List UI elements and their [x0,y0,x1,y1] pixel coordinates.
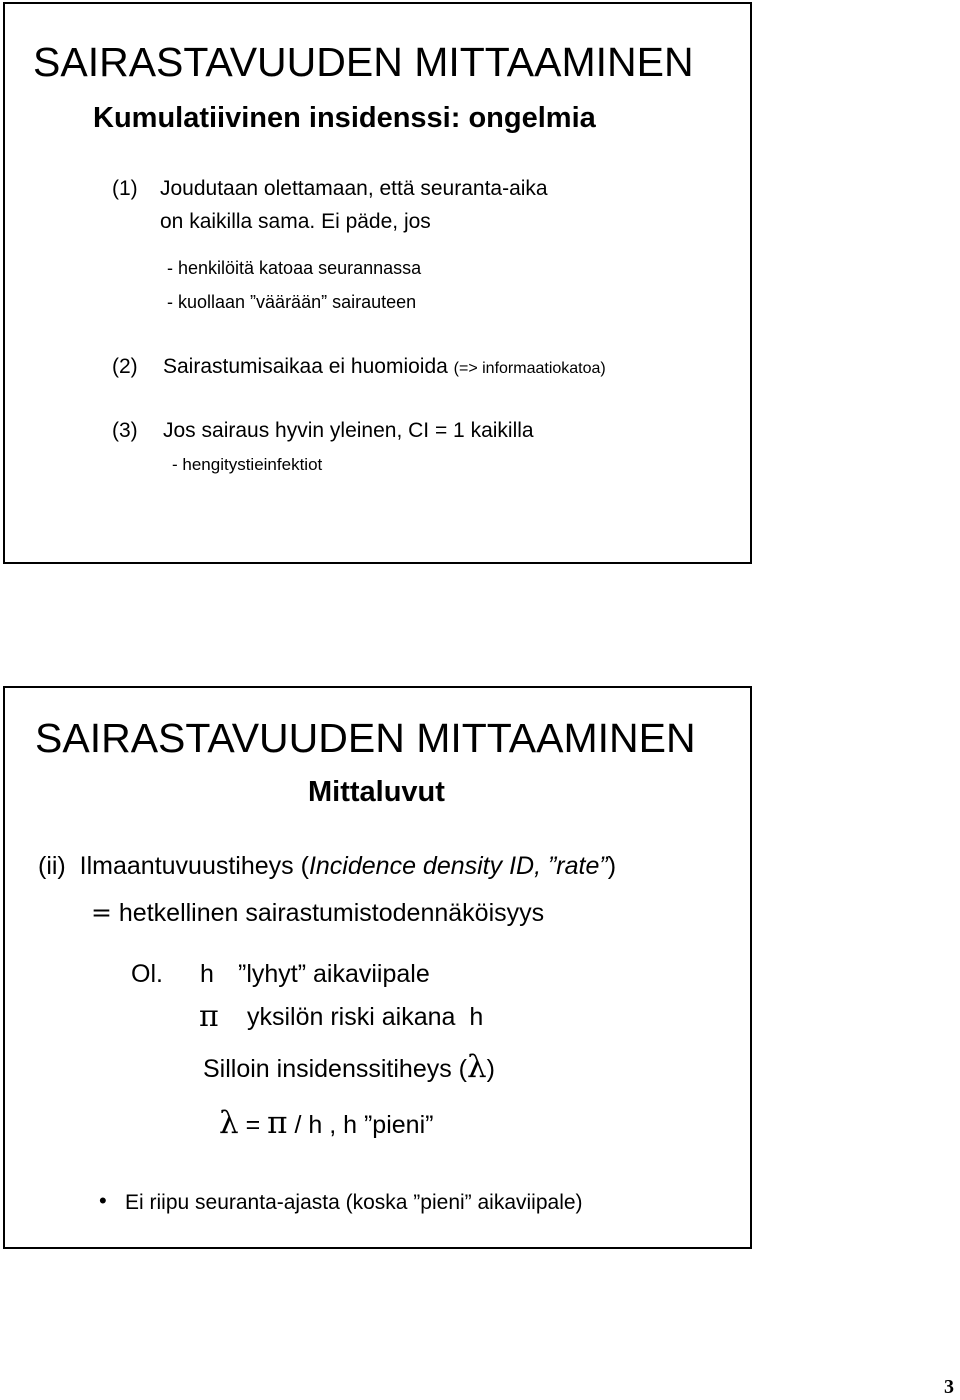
assumption-h-desc: ”lyhyt” aikaviipale [238,960,430,988]
formula-pi: π [267,1105,288,1141]
lambda-symbol: λ [467,1049,487,1085]
item-2-note: (=> informaatiokatoa) [453,360,606,377]
item-2-main: Sairastumisaikaa ei huomioida [163,355,448,378]
formula-equals: = [245,1111,261,1139]
formula-rest: / h , h ”pieni” [294,1111,434,1139]
slide-2-title: SAIRASTAVUUDEN MITTAAMINEN [35,715,696,761]
slide-1 [3,2,752,564]
bullet-mark: • [99,1188,107,1213]
assumption-label: Ol. [131,960,163,988]
item-1-sub-1: - henkilöitä katoaa seurannassa [167,258,422,278]
definition-line [91,900,544,926]
slide-2 [3,686,752,1249]
slide-1-subtitle: Kumulatiivinen insidenssi: ongelmia [93,102,596,134]
roman-ii-label: (ii) [38,852,66,880]
slide-1-title: SAIRASTAVUUDEN MITTAAMINEN [33,39,694,85]
item-2-number: (2) [112,355,138,378]
equals-symbol: = [91,898,112,927]
item-1-line-2: on kaikilla sama. Ei päde, jos [160,210,431,233]
assumption-h: h [200,960,214,988]
page-number: 3 [944,1376,954,1398]
item-2-text [163,356,606,377]
incidence-density-close: ) [607,852,617,880]
bullet-text: Ei riipu seuranta-ajasta (koska ”pieni” aikaviipale) [125,1191,583,1214]
pi-symbol: π [199,999,219,1034]
pi-desc-h: h [469,1003,484,1031]
pi-description [247,1005,483,1030]
pi-desc-text: yksilön riski aikana [247,1003,456,1031]
then-close: ) [486,1055,495,1083]
item-1-line-1: Joudutaan olettamaan, että seuranta-aika [160,177,548,200]
definition-text: hetkellinen sairastumistodennäköisyys [118,899,545,927]
incidence-density-english: Incidence density ID, ”rate” [308,852,608,880]
item-3-sub: - hengitystieinfektiot [172,455,323,474]
incidence-density-line [38,854,616,879]
slide-2-subtitle: Mittaluvut [308,776,445,808]
item-3-number: (3) [112,419,138,442]
item-3-text: Jos sairaus hyvin yleinen, CI = 1 kaikilla [163,419,534,442]
then-line [203,1049,495,1085]
item-1-sub-2: - kuollaan ”väärään” sairauteen [167,292,417,312]
item-1-number: (1) [112,177,138,200]
formula-line [219,1105,434,1141]
formula-lambda: λ [219,1105,239,1141]
incidence-density-term: Ilmaantuvuustiheys ( [79,852,309,880]
then-text: Silloin insidenssitiheys ( [203,1055,468,1083]
